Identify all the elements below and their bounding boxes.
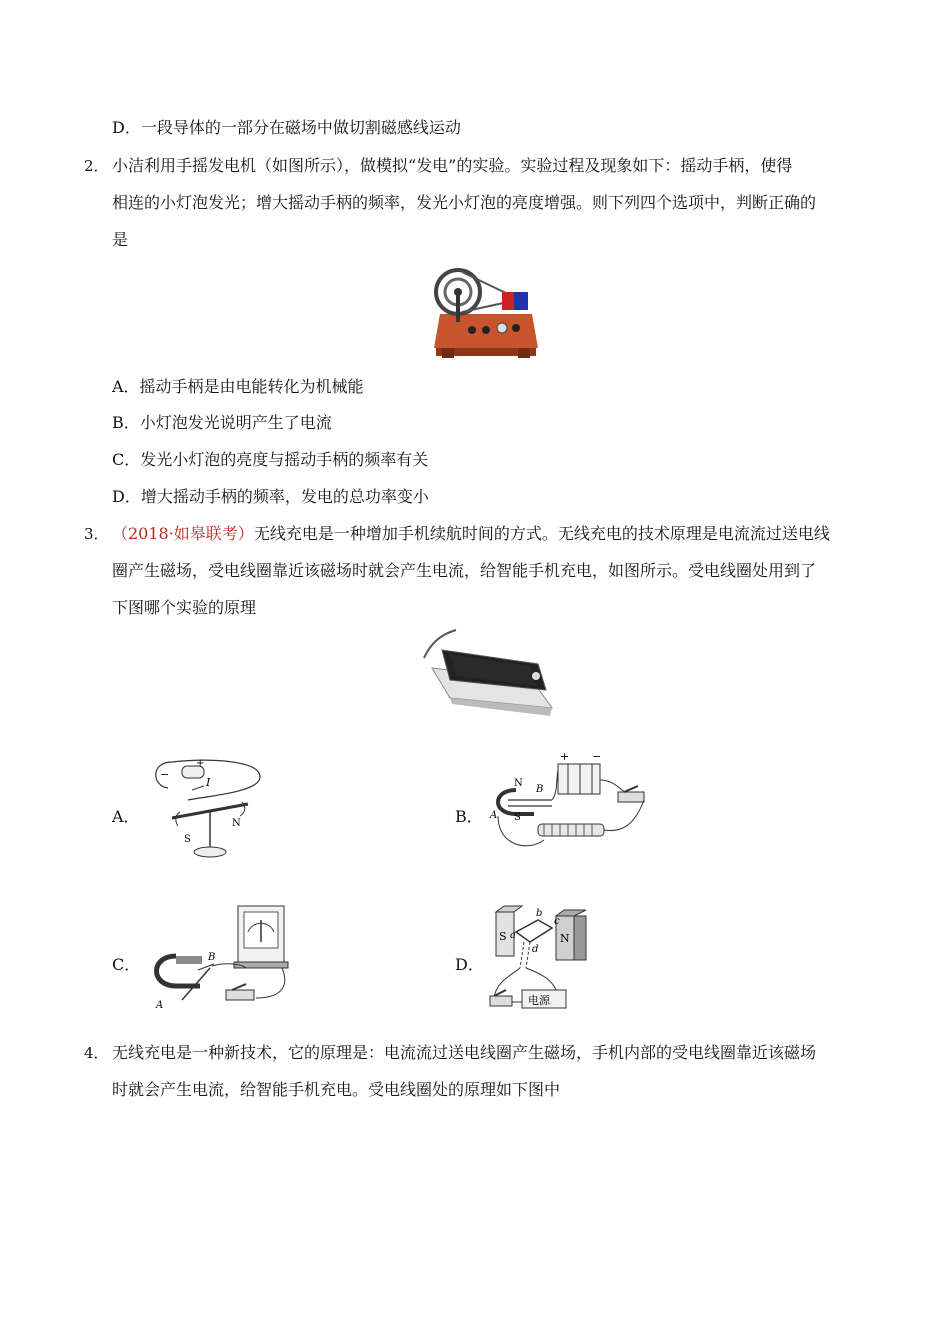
hand-crank-generator-figure xyxy=(432,262,542,360)
q3-option-d-label: D． xyxy=(455,955,484,974)
d-source-label: 电源 xyxy=(528,994,550,1007)
a-s-label: S xyxy=(184,834,191,845)
switch-icon xyxy=(618,792,644,802)
q3-figure-b-rail-motor xyxy=(488,750,652,856)
q3-option-c-label: C． xyxy=(112,955,141,974)
d-c-label: c xyxy=(554,916,560,927)
q2-stem-line-1: 小洁利用手摇发电机（如图所示），做模拟“发电”的实验。实验过程及现象如下：摇动手柄，使得 xyxy=(112,156,793,175)
q3-stem-line-1 xyxy=(112,523,830,545)
c-b-label: B xyxy=(208,952,216,963)
q3-option-b-label: B． xyxy=(455,807,483,826)
d-switch-icon xyxy=(490,996,512,1006)
a-current-label: I xyxy=(206,776,211,789)
battery-box-icon xyxy=(558,764,600,794)
q4-stem-line-1: 无线充电是一种新技术，它的原理是：电流流过送电线圈产生磁场，手机内部的受电线圈靠近该磁场 xyxy=(112,1043,817,1062)
b-plus-label: + xyxy=(560,750,570,763)
magnet-red xyxy=(502,292,516,310)
q3-figure-a-oersted xyxy=(148,756,266,860)
q4-stem-line-2: 时就会产生电流，给智能手机充电。受电线圈处的原理如下图中 xyxy=(112,1080,561,1099)
d-d-label: d xyxy=(532,944,539,955)
q3-figure-c-induction xyxy=(146,902,292,1012)
c-a-label: A xyxy=(156,1000,164,1011)
c-switch-icon xyxy=(226,990,254,1000)
q3-option-a-label: A． xyxy=(112,807,140,826)
q3-stem-line-3: 下图哪个实验的原理 xyxy=(112,598,257,617)
a-n-label: N xyxy=(232,818,241,829)
q2-stem-line-2: 相连的小灯泡发光；增大摇动手柄的频率，发光小灯泡的亮度增强。则下列四个选项中，判断正确的 xyxy=(112,193,817,212)
q2-option-a: A．摇动手柄是由电能转化为机械能 xyxy=(112,377,364,396)
b-s-label: S xyxy=(514,812,521,823)
d-b-label: b xyxy=(536,908,543,919)
d-n-label: N xyxy=(560,932,570,945)
q2-number: 2． xyxy=(84,157,109,175)
wireless-charger-figure xyxy=(420,628,560,724)
wire-loop xyxy=(516,920,552,942)
q3-stem-line-1-text: 无线充电是一种增加手机续航时间的方式。无线充电的技术原理是电流流过送电线 xyxy=(253,524,830,543)
q4-number: 4． xyxy=(84,1044,109,1062)
b-minus-label: − xyxy=(592,750,602,763)
q2-stem-line-3: 是 xyxy=(112,230,129,249)
magnet-blue xyxy=(514,292,528,310)
q3-source-tag: （2018·如皋联考） xyxy=(112,524,254,543)
a-plus-label: + xyxy=(196,758,205,769)
q1-option-d: D．一段导体的一部分在磁场中做切割磁感线运动 xyxy=(112,118,461,137)
q2-option-c: C．发光小灯泡的亮度与摇动手柄的频率有关 xyxy=(112,450,429,469)
a-minus-label: − xyxy=(160,768,170,781)
b-n-label: N xyxy=(514,778,523,789)
q2-option-d: D．增大摇动手柄的频率，发电的总功率变小 xyxy=(112,487,429,506)
b-a-label: A xyxy=(490,810,498,821)
q3-figure-d-current-in-field xyxy=(486,902,592,1012)
b-b-label: B xyxy=(536,784,544,795)
d-a-label: a xyxy=(510,930,516,941)
d-s-label: S xyxy=(499,930,507,943)
q3-number: 3． xyxy=(84,525,109,543)
q2-option-b: B．小灯泡发光说明产生了电流 xyxy=(112,413,332,432)
rheostat-icon xyxy=(538,824,604,836)
q3-stem-line-2: 圈产生磁场，受电线圈靠近该磁场时就会产生电流，给智能手机充电，如图所示。受电线圈处用到了 xyxy=(112,561,817,580)
